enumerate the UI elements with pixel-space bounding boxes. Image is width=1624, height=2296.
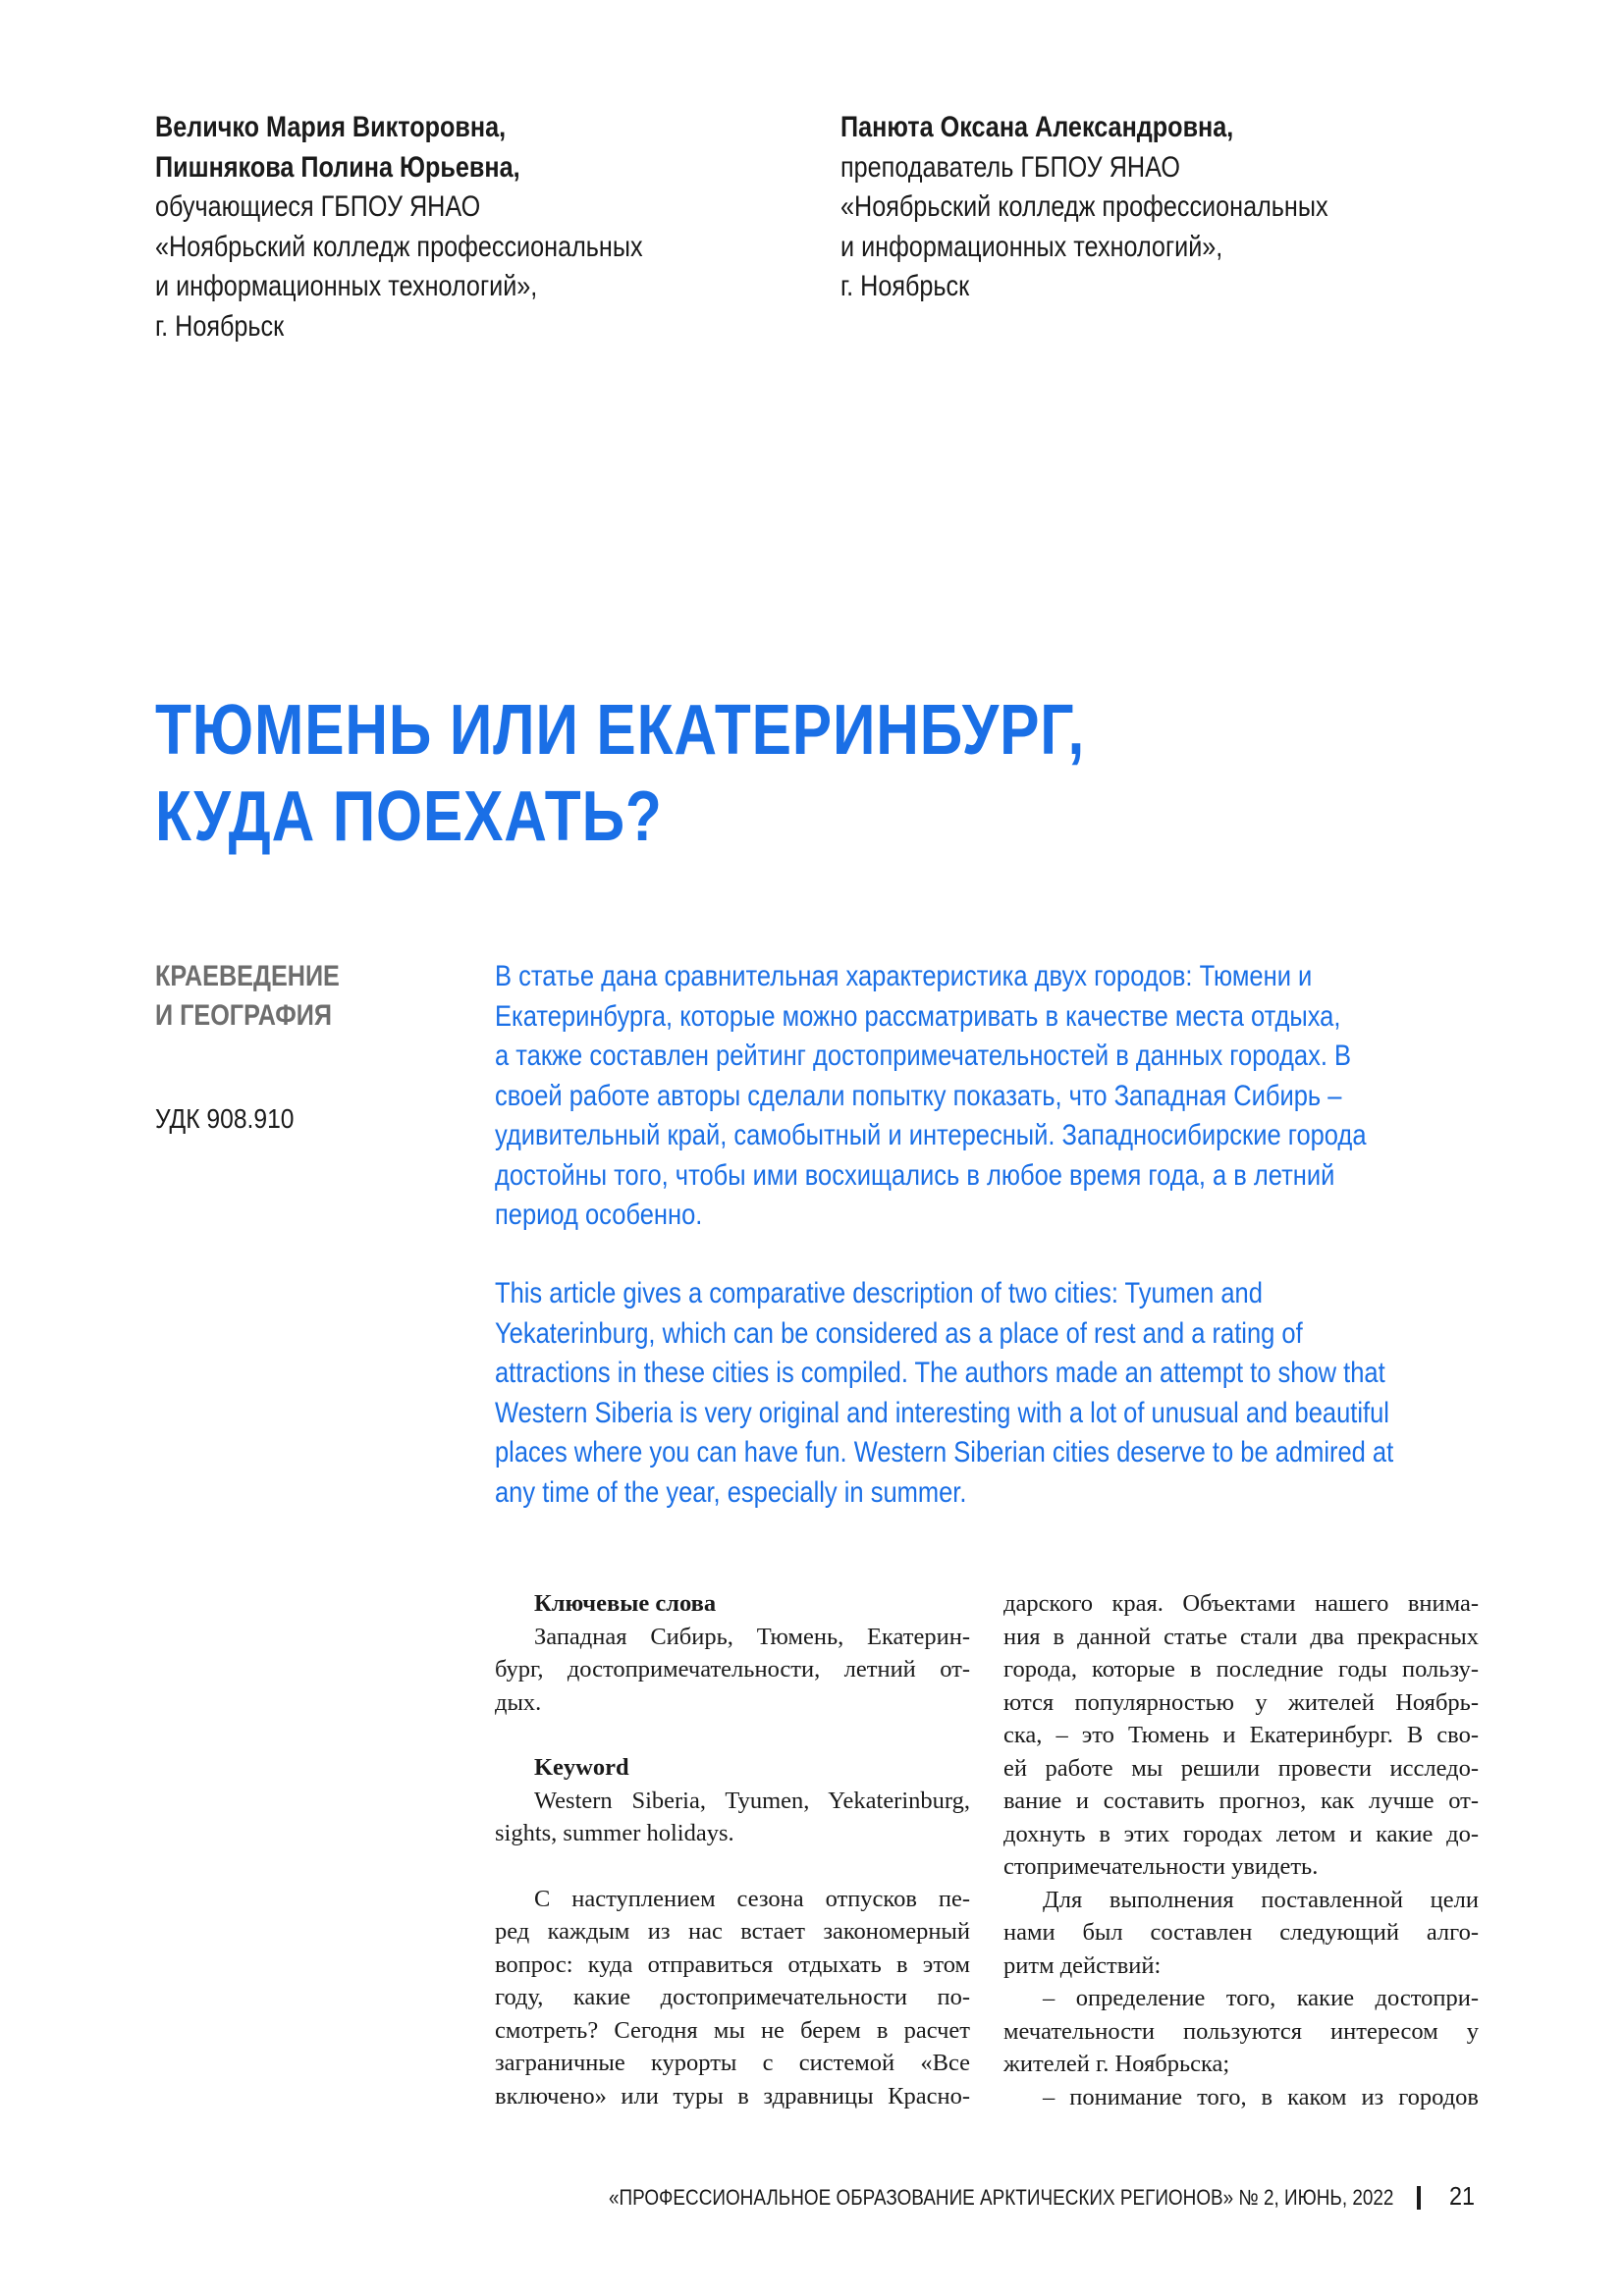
abstract-line: период особенно. [495, 1199, 703, 1231]
rubric-section [155, 957, 340, 1036]
authors-right-block [840, 108, 1384, 307]
author-name: Величко Мария Викторовна, [155, 111, 507, 143]
body-line: дохнуть в этих городах летом и какие до- [1003, 1820, 1479, 1847]
abstract-line: Екатеринбурга, которые можно рассматривать в качестве места отдыха, [495, 999, 1341, 1033]
title-line: КУДА ПОЕХАТЬ? [155, 777, 663, 856]
journal-title: «ПРОФЕССИОНАЛЬНОЕ ОБРАЗОВАНИЕ АРКТИЧЕСКИХ РЕГИОНОВ» № 2, ИЮНЬ, 2022 [609, 2185, 1394, 2210]
body-line: вопрос: куда отправиться отдыхать в этом [495, 1950, 970, 1978]
body-line: включено» или туры в здравницы Красно- [495, 2082, 970, 2109]
body-line: смотреть? Сегодня мы не берем в расчет [495, 2016, 970, 2044]
abstract-line: Yekaterinburg, which can be considered as a place of rest and a rating of [495, 1316, 1303, 1350]
body-line: стопримечательности увидеть. [1003, 1853, 1319, 1880]
abstract-russian [495, 957, 1367, 1236]
rubric-line: КРАЕВЕДЕНИЕ [155, 960, 340, 992]
abstract-line: а также составлен рейтинг достопримечательностей в данных городах. В [495, 1040, 1351, 1072]
author-name: Панюта Оксана Александровна, [840, 111, 1234, 143]
body-line: ются популярностью у жителей Ноябрь- [1003, 1688, 1479, 1716]
body-line: заграничные курорты с системой «Все [495, 2050, 970, 2076]
body-line: ния в данной статье стали два прекрасных [1003, 1623, 1479, 1650]
author-name: Пишнякова Полина Юрьевна, [155, 150, 520, 184]
body-line: году, какие достопримечательности по- [495, 1984, 970, 2010]
authors-left-block [155, 108, 699, 347]
article-title [155, 687, 1085, 860]
abstract-line: places where you can have fun. Western Siberian cities deserve to be admired at [495, 1436, 1394, 1468]
abstract-line: своей работе авторы сделали попытку показать, что Западная Сибирь – [495, 1079, 1342, 1112]
author-affiliation-line: преподаватель ГБПОУ ЯНАО [840, 150, 1180, 184]
title-line: ТЮМЕНЬ ИЛИ ЕКАТЕРИНБУРГ, [155, 691, 1086, 770]
body-line: ритм действий: [1003, 1951, 1162, 1979]
abstract-english [495, 1274, 1393, 1513]
rubric-line: И ГЕОГРАФИЯ [155, 999, 332, 1032]
abstract-line: This article gives a comparative description of two cities: Tyumen and [495, 1277, 1263, 1309]
list-item-line: – понимание того, в каком из городов [1043, 2083, 1479, 2110]
keywords-en-line: Western Siberia, Tyumen, Yekaterinburg, [534, 1787, 970, 1814]
body-column-left [495, 1587, 970, 2112]
keywords-line: Западная Сибирь, Тюмень, Екатерин- [534, 1623, 970, 1650]
author-affiliation-line: и информационных технологий», [840, 230, 1223, 263]
body-line: Для выполнения поставленной цели [1043, 1886, 1479, 1913]
body-line: вание и составить прогноз, как лучше от- [1003, 1788, 1479, 1814]
keywords-line: бург, достопримечательности, летний от- [495, 1656, 970, 1682]
footer-divider [1417, 2186, 1421, 2210]
author-affiliation-line: «Ноябрьский колледж профессиональных [840, 190, 1328, 223]
keywords-en-line: sights, summer holidays. [495, 1820, 734, 1846]
list-item-line: мечательности пользуются интересом у [1003, 2017, 1479, 2045]
body-line: ска, – это Тюмень и Екатеринбург. В сво- [1003, 1722, 1479, 1748]
abstract-line: достойны того, чтобы ими восхищались в любое время года, а в летний [495, 1158, 1335, 1192]
abstract-line: attractions in these cities is compiled. The authors made an attempt to show that [495, 1357, 1385, 1389]
keywords-en-heading: Keyword [534, 1754, 629, 1781]
author-affiliation-line: г. Ноябрьск [840, 270, 970, 302]
udk-code: УДК 908.910 [155, 1103, 295, 1134]
body-line: дарского края. Объектами нашего внима- [1003, 1590, 1479, 1617]
author-affiliation-line: «Ноябрьский колледж профессиональных [155, 230, 643, 263]
body-line: города, которые в последние годы пользу- [1003, 1656, 1479, 1682]
body-column-right [1003, 1587, 1479, 2113]
author-affiliation-line: г. Ноябрьск [155, 309, 285, 343]
list-item-line: – определение того, какие достопри- [1043, 1985, 1479, 2011]
body-line: нами был составлен следующий алго- [1003, 1919, 1479, 1946]
author-affiliation-line: обучающиеся ГБПОУ ЯНАО [155, 190, 481, 223]
abstract-line: any time of the year, especially in summer. [495, 1475, 967, 1509]
body-line: ред каждым из нас встает закономерный [495, 1918, 970, 1945]
keywords-line: дых. [495, 1688, 542, 1716]
body-line: ей работе мы решили провести исследо- [1003, 1754, 1479, 1782]
list-item-line: жителей г. Ноябрьска; [1003, 2051, 1230, 2077]
abstract-line: удивительный край, самобытный и интересный. Западносибирские города [495, 1119, 1367, 1151]
author-affiliation-line: и информационных технологий», [155, 270, 538, 302]
body-line: С наступлением сезона отпусков пе- [534, 1885, 970, 1912]
page-number: 21 [1449, 2181, 1476, 2211]
abstract-line: Western Siberia is very original and interesting with a lot of unusual and beautiful [495, 1396, 1389, 1429]
abstract-line: В статье дана сравнительная характеристика двух городов: Тюмени и [495, 960, 1313, 992]
keywords-heading: Ключевые слова [534, 1590, 717, 1617]
